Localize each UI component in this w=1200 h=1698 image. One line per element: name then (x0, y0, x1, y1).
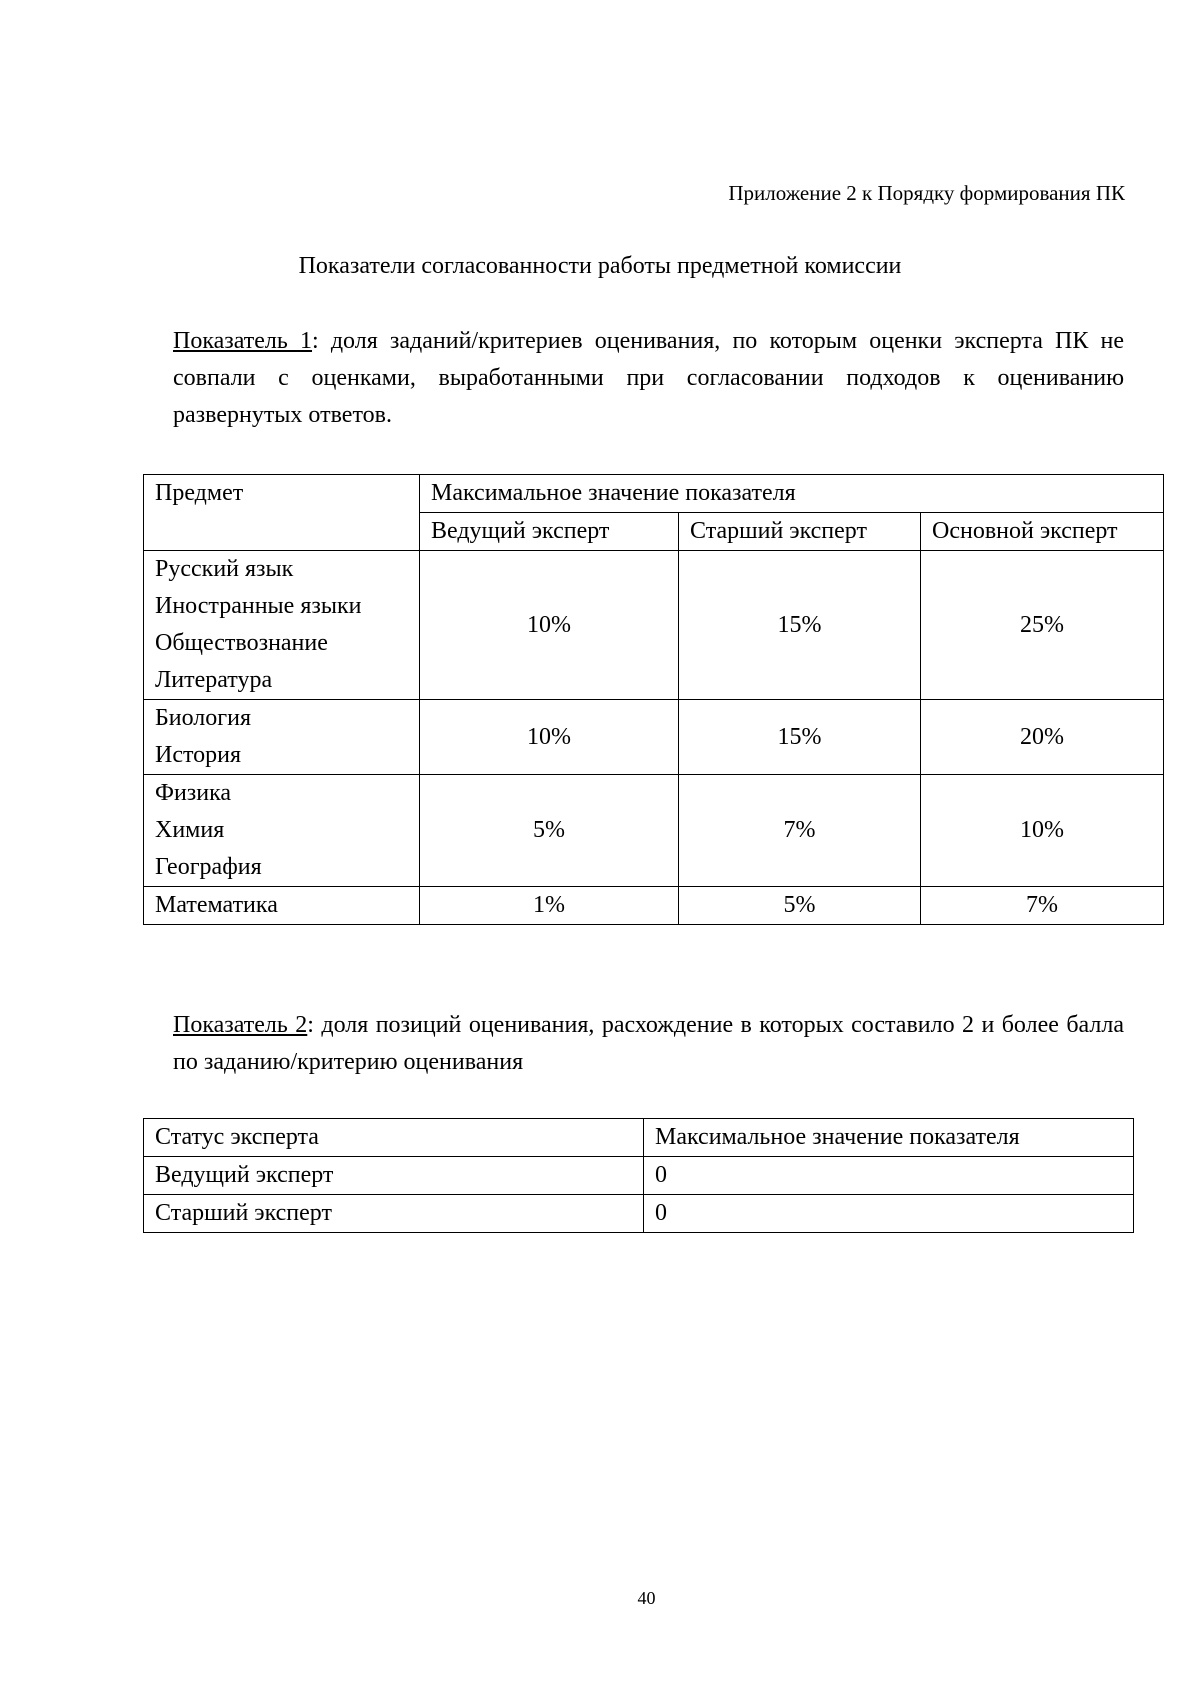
subject-name: История (155, 742, 242, 768)
subject-name: Обществознание (155, 630, 328, 656)
subject-name: Химия (155, 817, 225, 843)
lead-value: 10% (420, 700, 679, 775)
indicator-1 (173, 323, 1124, 434)
main-value: 7% (921, 887, 1164, 925)
subject-name: Литература (155, 667, 273, 693)
subject-name: География (155, 854, 262, 880)
header-status: Статус эксперта (144, 1119, 644, 1157)
lead-value: 1% (420, 887, 679, 925)
subject-cell (144, 775, 420, 887)
table-row (144, 887, 1164, 925)
lead-value: 10% (420, 551, 679, 700)
header-lead-expert: Ведущий эксперт (420, 513, 679, 551)
header-max-value: Максимальное значение показателя (644, 1119, 1134, 1157)
header-senior-expert: Старший эксперт (679, 513, 921, 551)
senior-value: 7% (679, 775, 921, 887)
indicator-1-label: Показатель 1 (173, 328, 313, 354)
indicator-2-label: Показатель 2 (173, 1012, 308, 1038)
indicator-2-table (143, 1118, 1134, 1233)
value-cell: 0 (644, 1157, 1134, 1195)
main-value: 20% (921, 700, 1164, 775)
table-row (144, 1157, 1134, 1195)
annex-reference: Приложение 2 к Порядку формирования ПК (728, 181, 1125, 205)
subject-cell (144, 700, 420, 775)
subject-cell (144, 551, 420, 700)
page-title: Показатели согласованности работы предметной комиссии (298, 253, 902, 279)
subject-name: Математика (155, 892, 278, 918)
page-number: 40 (637, 1588, 656, 1608)
main-value: 25% (921, 551, 1164, 700)
status-cell: Ведущий эксперт (144, 1157, 644, 1195)
senior-value: 15% (679, 551, 921, 700)
header-main-expert: Основной эксперт (921, 513, 1164, 551)
main-value: 10% (921, 775, 1164, 887)
senior-value: 5% (679, 887, 921, 925)
indicator-2 (173, 1007, 1124, 1081)
subject-name: Физика (155, 780, 232, 806)
indicator-1-table (143, 474, 1164, 925)
status-cell: Старший эксперт (144, 1195, 644, 1233)
header-subject: Предмет (144, 475, 420, 551)
subject-name: Иностранные языки (155, 593, 362, 619)
senior-value: 15% (679, 700, 921, 775)
table-row (144, 551, 1164, 700)
table-row (144, 700, 1164, 775)
indicator-2-text: : доля позиций оценивания, расхождение в которых составило 2 и более балла по заданию/критерию оценивания (173, 1012, 1124, 1075)
subject-name: Биология (155, 705, 252, 731)
header-max-value: Максимальное значение показателя (420, 475, 1164, 513)
table-row (144, 775, 1164, 887)
subject-cell (144, 887, 420, 925)
value-cell: 0 (644, 1195, 1134, 1233)
indicator-1-text: : доля заданий/критериев оценивания, по которым оценки эксперта ПК не совпали с оценками, выработанными при согласовании подходов к оцениванию развернутых ответов. (173, 328, 1124, 428)
subject-name: Русский язык (155, 556, 294, 582)
lead-value: 5% (420, 775, 679, 887)
table-row (144, 1195, 1134, 1233)
